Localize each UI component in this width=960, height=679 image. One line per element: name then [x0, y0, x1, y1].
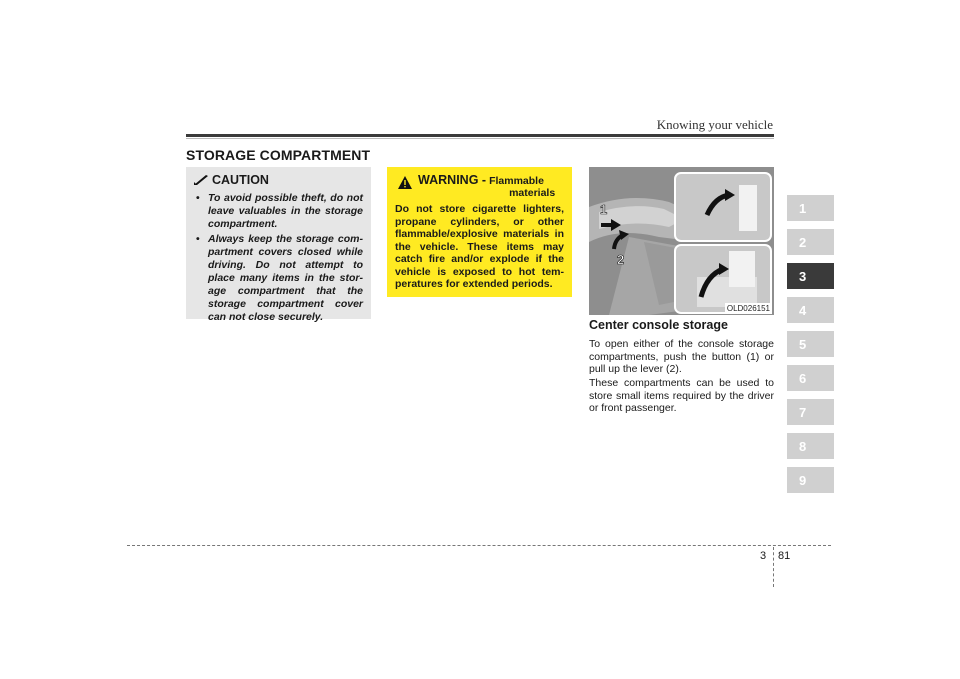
chapter-tab[interactable]: 5: [787, 331, 834, 357]
caution-item: • To avoid possible theft, do not leave valuables in the storage compartment.: [194, 192, 363, 231]
chapter-tab[interactable]: 7: [787, 399, 834, 425]
warning-label: WARNING -: [418, 173, 487, 187]
chapter-tab[interactable]: 4: [787, 297, 834, 323]
warning-box: [387, 167, 572, 297]
warning-triangle-icon: [398, 176, 412, 189]
chapter-tab[interactable]: 2: [787, 229, 834, 255]
chapter-tab-active[interactable]: 3: [787, 263, 834, 289]
chapter-tab[interactable]: 9: [787, 467, 834, 493]
warning-subtitle: [489, 176, 555, 199]
pen-icon: [194, 175, 208, 185]
caution-item: • Always keep the storage com- partment covers closed while driving. Do not attempt to place many items in the stor- age compartment that the storage compartment cover can not close securely.: [194, 233, 363, 324]
page-chapter-number: 3: [760, 550, 767, 562]
chapter-tab[interactable]: 1: [787, 195, 834, 221]
header-rule-thin: [186, 138, 774, 139]
header-rule: [186, 134, 774, 137]
caution-box: [186, 167, 371, 323]
center-console-illustration: [589, 167, 774, 315]
console-illustration-graphic: [589, 167, 774, 315]
warning-subtitle-line: Flammable: [489, 175, 544, 187]
warning-subtitle-line: materials: [509, 186, 556, 199]
callout-1: 1: [600, 202, 608, 217]
caution-label: CAUTION: [212, 173, 269, 187]
section-title: STORAGE COMPARTMENT: [186, 147, 371, 163]
footer-rule: [127, 545, 831, 546]
subsection-title: Center console storage: [589, 318, 728, 332]
chapter-tabs: [787, 195, 834, 501]
caution-list: [194, 192, 363, 324]
warning-body: Do not store cigarette lighters, propane cylinders, or other flammable/explosive materials in the vehicle. These items may catch fire and/or explode if the vehicle is exposed to hot tem- peratures for extended periods.: [395, 203, 564, 290]
callout-2: 2: [617, 252, 625, 267]
warning-heading: [395, 173, 564, 199]
footer-divider: [773, 547, 774, 587]
body-paragraph: These compartments can be used to store small items required by the driver or front passenger.: [589, 377, 774, 414]
caution-heading: [194, 173, 363, 187]
figure-code: OLD026151: [726, 304, 770, 313]
body-paragraph: To open either of the console storage compartments, push the button (1) or pull up the lever (2).: [589, 338, 774, 375]
chapter-tab[interactable]: 8: [787, 433, 834, 459]
running-header: Knowing your vehicle: [656, 117, 773, 132]
chapter-tab[interactable]: 6: [787, 365, 834, 391]
page-number: 81: [778, 550, 791, 562]
